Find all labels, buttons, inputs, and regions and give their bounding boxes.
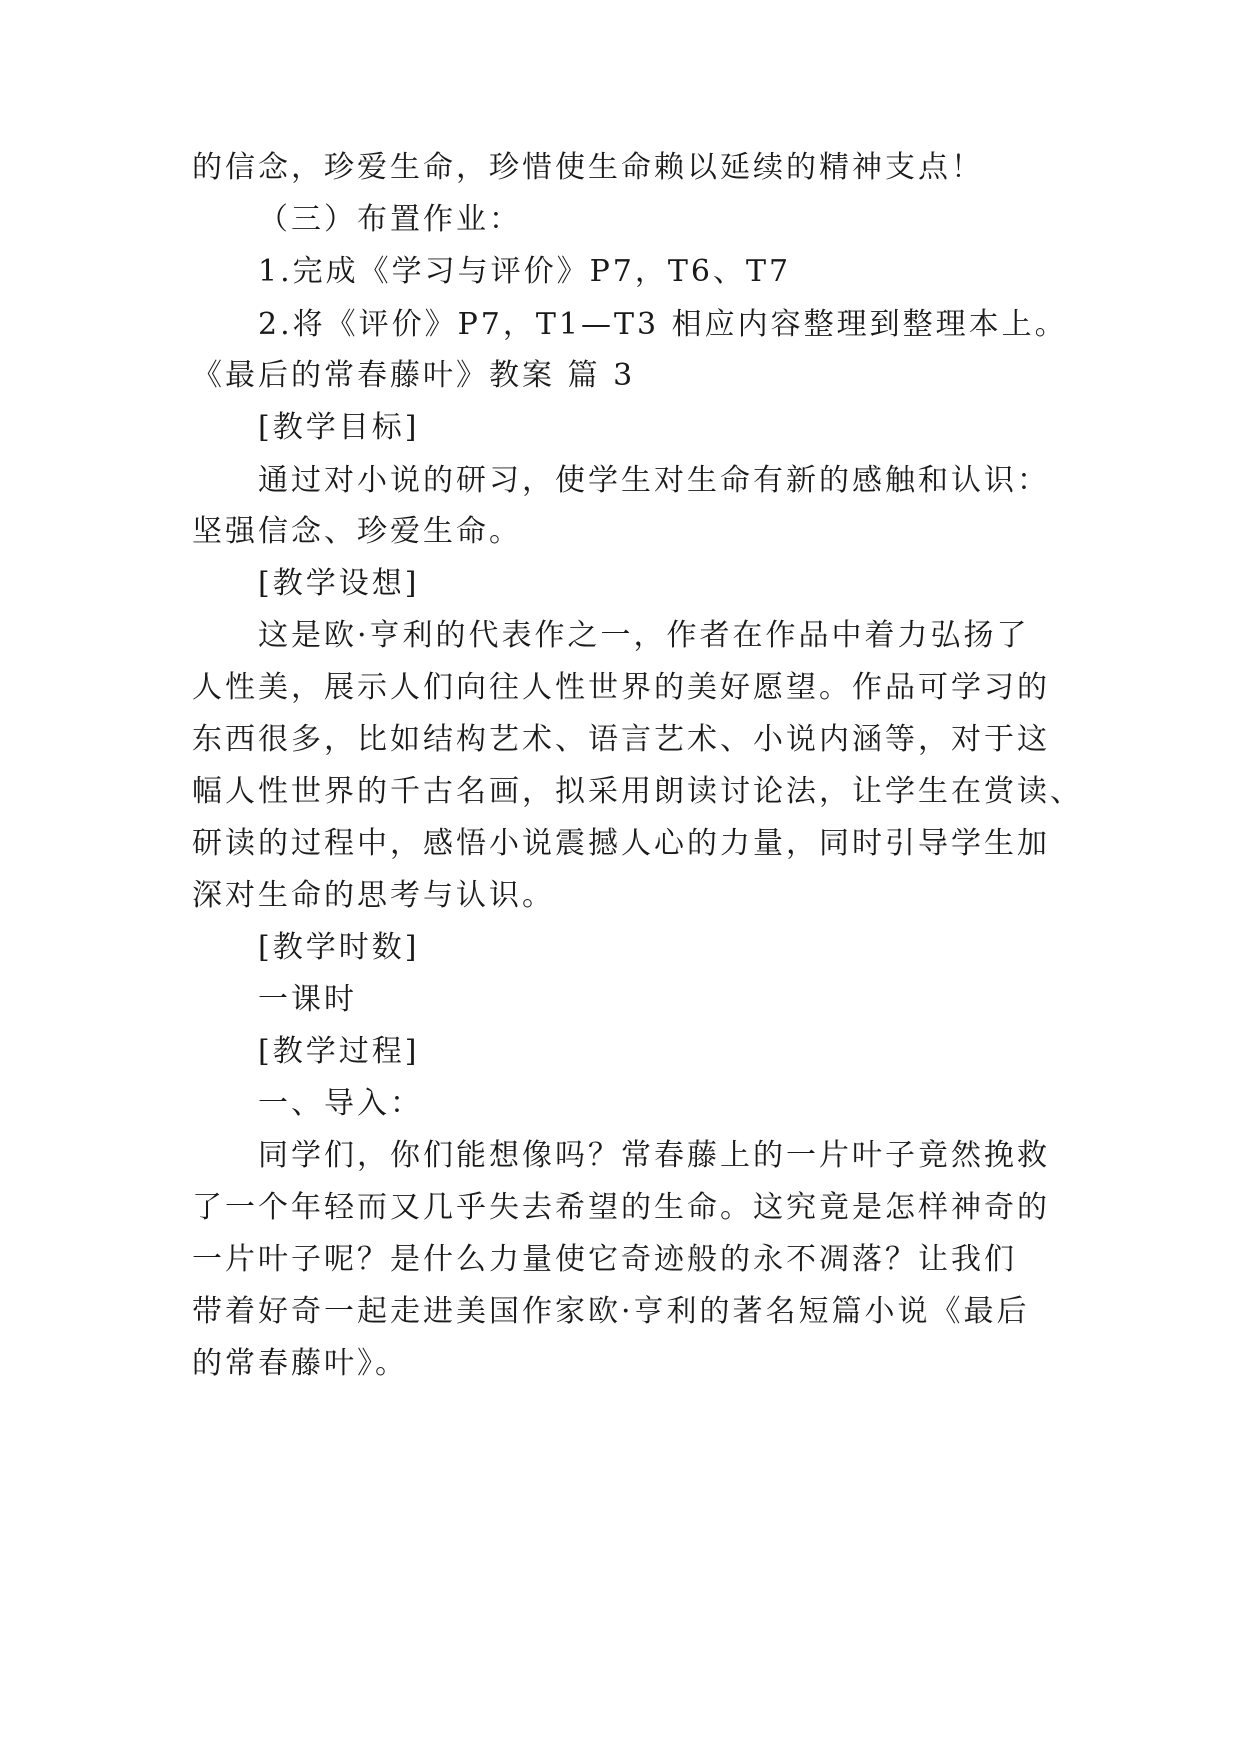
paragraph-line: 同学们，你们能想像吗？常春藤上的一片叶子竟然挽救: [258, 1138, 1050, 1173]
section-heading: 一、导入：: [258, 1086, 423, 1121]
list-item: 2.将《评价》P7，T1—T3 相应内容整理到整理本上。: [258, 307, 1068, 342]
section-heading: （三）布置作业：: [258, 202, 522, 237]
section-heading: [教学设想]: [258, 566, 420, 601]
paragraph-line: 通过对小说的研习，使学生对生命有新的感触和认识：: [258, 463, 1050, 498]
paragraph-line: 一片叶子呢？是什么力量使它奇迹般的永不凋落？让我们: [192, 1242, 1017, 1277]
section-heading: [教学目标]: [258, 410, 420, 445]
paragraph-line: 研读的过程中，感悟小说震撼人心的力量，同时引导学生加: [192, 826, 1050, 861]
paragraph-line: 人性美，展示人们向往人性世界的美好愿望。作品可学习的: [192, 670, 1050, 705]
paragraph-line: 幅人性世界的千古名画，拟采用朗读讨论法，让学生在赏读、: [192, 774, 1083, 809]
section-heading: [教学时数]: [258, 930, 420, 965]
paragraph-line: 了一个年轻而又几乎失去希望的生命。这究竟是怎样神奇的: [192, 1190, 1050, 1225]
document-title: 《最后的常春藤叶》教案 篇 3: [192, 358, 636, 393]
list-item: 1.完成《学习与评价》P7，T6、T7: [258, 254, 792, 289]
paragraph-line: 一课时: [258, 982, 357, 1017]
paragraph-line: 东西很多，比如结构艺术、语言艺术、小说内涵等，对于这: [192, 722, 1050, 757]
paragraph-line: 坚强信念、珍爱生命。: [192, 514, 522, 549]
paragraph-line: 这是欧·亨利的代表作之一，作者在作品中着力弘扬了: [258, 618, 1030, 653]
paragraph-line: 的常春藤叶》。: [192, 1346, 408, 1381]
section-heading: [教学过程]: [258, 1034, 420, 1069]
paragraph-line: 的信念，珍爱生命，珍惜使生命赖以延续的精神支点！: [192, 150, 984, 185]
paragraph-line: 带着好奇一起走进美国作家欧·亨利的著名短篇小说《最后: [192, 1294, 1030, 1329]
paragraph-line: 深对生命的思考与认识。: [192, 878, 555, 913]
